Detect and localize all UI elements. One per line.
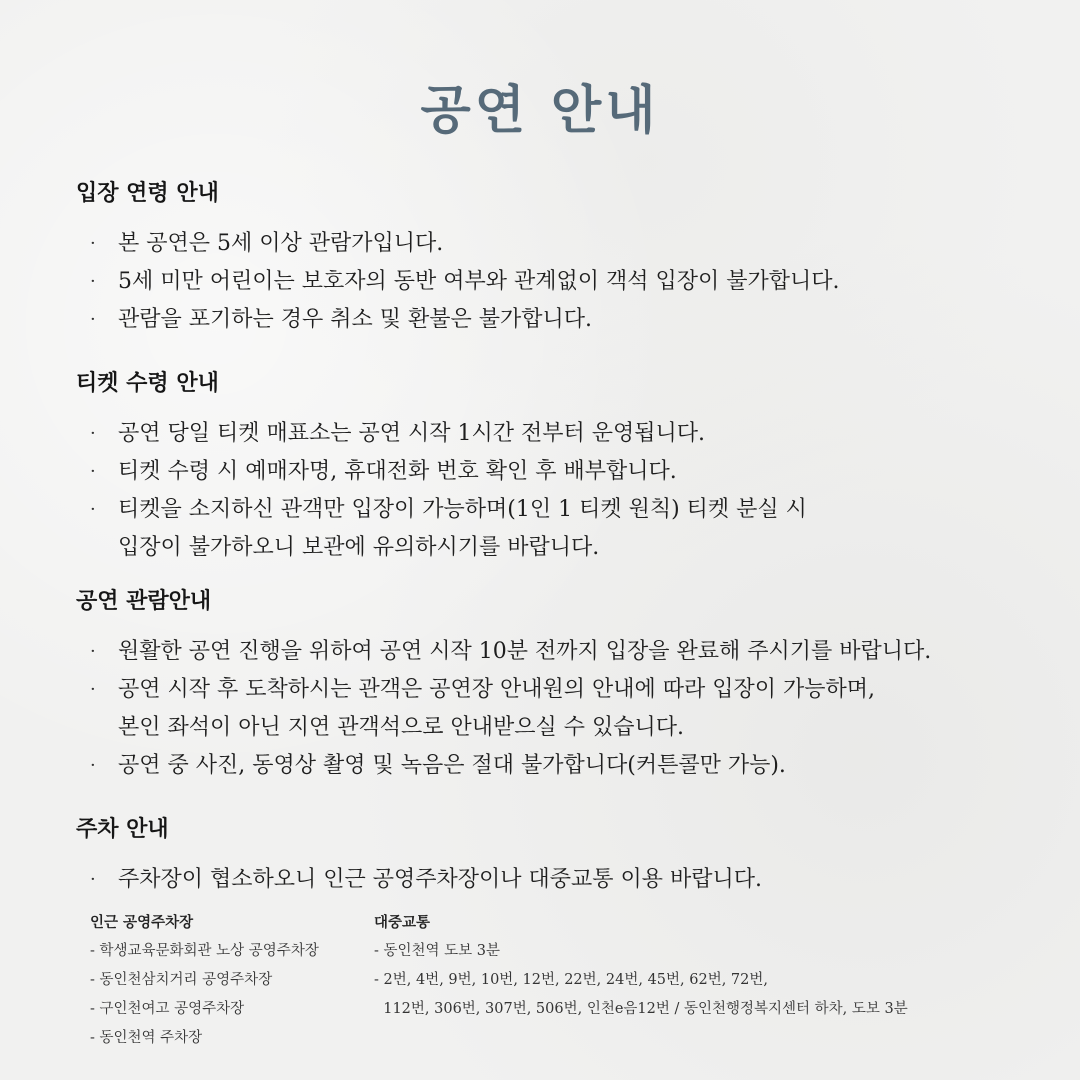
bullet-list xyxy=(76,225,1036,339)
item-text: 원활한 공연 진행을 위하여 공연 시작 10분 전까지 입장을 완료해 주시기를 바랍니다. xyxy=(118,639,932,664)
item-text-continued: 입장이 불가하오니 보관에 유의하시기를 바랍니다. xyxy=(118,535,600,560)
list-item xyxy=(76,671,1036,747)
bullet-dot: · xyxy=(90,271,96,292)
item-text: 티켓 수령 시 예매자명, 휴대전화 번호 확인 후 배부합니다. xyxy=(118,459,677,484)
item-text: 공연 시작 후 도착하시는 관객은 공연장 안내원의 안내에 따라 입장이 가능하며, xyxy=(118,677,875,702)
section-viewing-guide xyxy=(76,584,1036,785)
bullet-dot: · xyxy=(90,869,96,890)
item-text-continued: 본인 좌석이 아닌 지연 관객석으로 안내받으실 수 있습니다. xyxy=(118,715,684,740)
bullet-dot: · xyxy=(90,461,96,482)
public-parking-list xyxy=(90,908,319,1053)
item-text: 주차장이 협소하오니 인근 공영주차장이나 대중교통 이용 바랍니다. xyxy=(118,867,763,892)
transit-title: 대중교통 xyxy=(374,914,431,931)
section-heading: 입장 연령 안내 xyxy=(76,181,219,206)
item-text: 공연 당일 티켓 매표소는 공연 시작 1시간 전부터 운영됩니다. xyxy=(118,421,705,446)
section-heading: 공연 관람안내 xyxy=(76,589,212,614)
section-entry-age xyxy=(76,176,1036,339)
parking-item: - 동인천역 주차장 xyxy=(90,1030,203,1046)
bullet-dot: · xyxy=(90,233,96,254)
list-item xyxy=(76,301,1036,339)
section-heading: 티켓 수령 안내 xyxy=(76,371,219,396)
section-parking xyxy=(76,812,1036,899)
list-item xyxy=(76,225,1036,263)
list-item xyxy=(76,453,1036,491)
public-parking-title: 인근 공영주차장 xyxy=(90,914,194,931)
bullet-dot: · xyxy=(90,679,96,700)
transit-item: - 2번, 4번, 9번, 10번, 12번, 22번, 24번, 45번, 62번, 72번, xyxy=(374,972,768,988)
list-item xyxy=(76,633,1036,671)
list-item xyxy=(76,263,1036,301)
bullet-list xyxy=(76,415,1036,567)
item-text: 관람을 포기하는 경우 취소 및 환불은 불가합니다. xyxy=(118,307,592,332)
bullet-dot: · xyxy=(90,499,96,520)
page-title: 공연 안내 xyxy=(420,81,660,141)
parking-item: - 학생교육문화회관 노상 공영주차장 xyxy=(90,943,319,959)
item-text: 티켓을 소지하신 관객만 입장이 가능하며(1인 1 티켓 원칙) 티켓 분실 시 xyxy=(118,497,807,522)
bullet-dot: · xyxy=(90,755,96,776)
list-item xyxy=(76,861,1036,899)
transit-list xyxy=(374,908,908,1024)
item-text: 5세 미만 어린이는 보호자의 동반 여부와 관계없이 객석 입장이 불가합니다. xyxy=(118,269,840,294)
list-item xyxy=(76,415,1036,453)
bullet-dot: · xyxy=(90,309,96,330)
transit-item: - 동인천역 도보 3분 xyxy=(374,943,501,959)
parking-item: - 동인천삼치거리 공영주차장 xyxy=(90,972,273,988)
section-ticket-pickup xyxy=(76,366,1036,567)
list-item xyxy=(76,491,1036,567)
bullet-list xyxy=(76,633,1036,785)
transit-item: 112번, 306번, 307번, 506번, 인천e음12번 / 동인천행정복지센터 하차, 도보 3분 xyxy=(374,1001,908,1017)
bullet-dot: · xyxy=(90,423,96,444)
item-text: 본 공연은 5세 이상 관람가입니다. xyxy=(118,231,444,256)
list-item xyxy=(76,747,1036,785)
bullet-dot: · xyxy=(90,641,96,662)
item-text: 공연 중 사진, 동영상 촬영 및 녹음은 절대 불가합니다(커튼콜만 가능). xyxy=(118,753,786,778)
parking-item: - 구인천여고 공영주차장 xyxy=(90,1001,245,1017)
bullet-list xyxy=(76,861,1036,899)
section-heading: 주차 안내 xyxy=(76,817,169,842)
